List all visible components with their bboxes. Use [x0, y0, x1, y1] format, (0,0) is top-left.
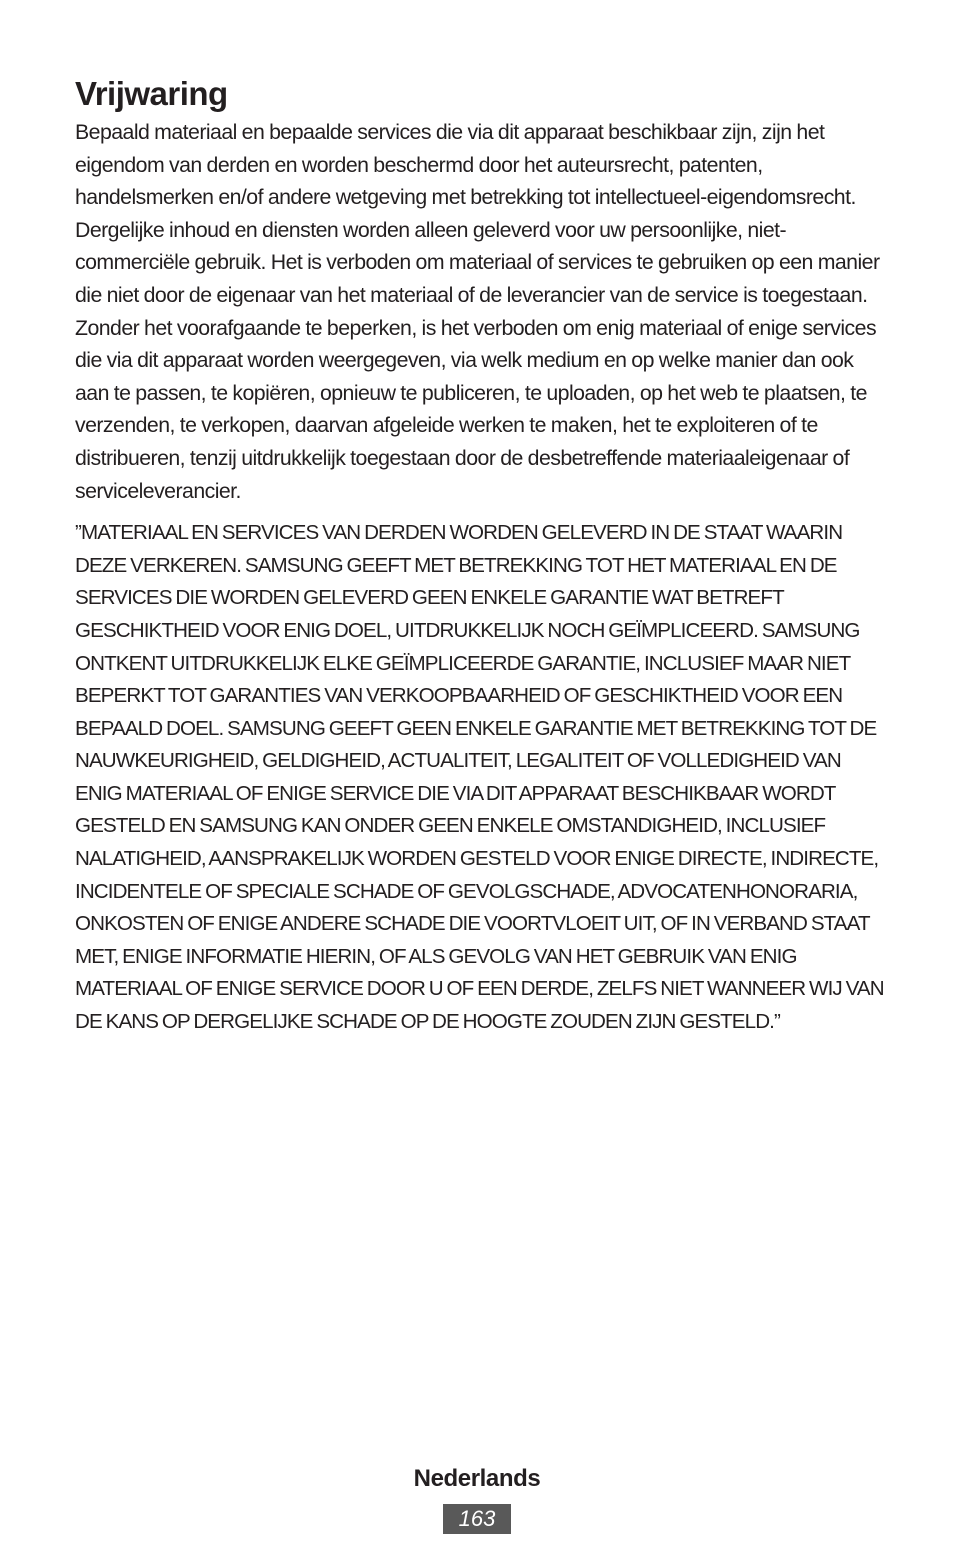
footer-language: Nederlands — [413, 1465, 541, 1492]
section-heading: Vrijwaring — [75, 75, 228, 112]
body-paragraph: Bepaald materiaal en bepaalde services die via dit apparaat beschikbaar zijn, zijn het eigendom van derden en worden beschermd door het auteursrecht, patenten, handelsmerken en/of andere wetgeving met betrekking tot intellectueel-eigendomsrecht. Dergelijke inhoud en diensten worden alleen geleverd voor uw persoonlijke, niet-commerciële gebruik. Het is verboden om materiaal of services te gebruiken op een manier die niet door de eigenaar van het materiaal of de leverancier van de service is toegestaan. Zonder het voorafgaande te beperken, is het verboden om enig materiaal of enige services die via dit apparaat worden weergegeven, via welk medium en op welke manier dan ook aan te passen, te kopiëren, opnieuw te publiceren, te uploaden, op het web te plaatsen, te verzenden, te verkopen, daarvan afgeleide werken te maken, het te exploiteren of te distribueren, tenzij uitdrukkelijk toegestaan door de desbetreffende materiaaleigenaar of serviceleverancier. — [75, 120, 880, 503]
document-body — [75, 72, 885, 1039]
page-footer — [0, 1462, 954, 1534]
page-number: 163 — [443, 1504, 511, 1534]
disclaimer-paragraph: ”MATERIAAL EN SERVICES VAN DERDEN WORDEN GELEVERD IN DE STAAT WAARIN DEZE VERKEREN. SAMSUNG GEEFT MET BETREKKING TOT HET MATERIAAL EN DE SERVICES DIE WORDEN GELEVERD GEEN ENKELE GARANTIE WAT BETREFT GESCHIKTHEID VOOR ENIG DOEL, UITDRUKKELIJK NOCH GEÏMPLICEERD. SAMSUNG ONTKENT UITDRUKKELIJK ELKE GEÏMPLICEERDE GARANTIE, INCLUSIEF MAAR NIET BEPERKT TOT GARANTIES VAN VERKOOPBAARHEID OF GESCHIKTHEID VOOR EEN BEPAALD DOEL. SAMSUNG GEEFT GEEN ENKELE GARANTIE MET BETREKKING TOT DE NAUWKEURIGHEID, GELDIGHEID, ACTUALITEIT, LEGALITEIT OF VOLLEDIGHEID VAN ENIG MATERIAAL OF ENIGE SERVICE DIE VIA DIT APPARAAT BESCHIKBAAR WORDT GESTELD EN SAMSUNG KAN ONDER GEEN ENKELE OMSTANDIGHEID, INCLUSIEF NALATIGHEID, AANSPRAKELIJK WORDEN GESTELD VOOR ENIGE DIRECTE, INDIRECTE, INCIDENTELE OF SPECIALE SCHADE OF GEVOLGSCHADE, ADVOCATENHONORARIA, ONKOSTEN OF ENIGE ANDERE SCHADE DIE VOORTVLOEIT UIT, OF IN VERBAND STAAT MET, ENIGE INFORMATIE HIERIN, OF ALS GEVOLG VAN HET GEBRUIK VAN ENIG MATERIAAL OF ENIGE SERVICE DOOR U OF EEN DERDE, ZELFS NIET WANNEER WIJ VAN DE KANS OP DERGELIJKE SCHADE OP DE HOOGTE ZOUDEN ZIJN GESTELD.” — [75, 521, 884, 1034]
